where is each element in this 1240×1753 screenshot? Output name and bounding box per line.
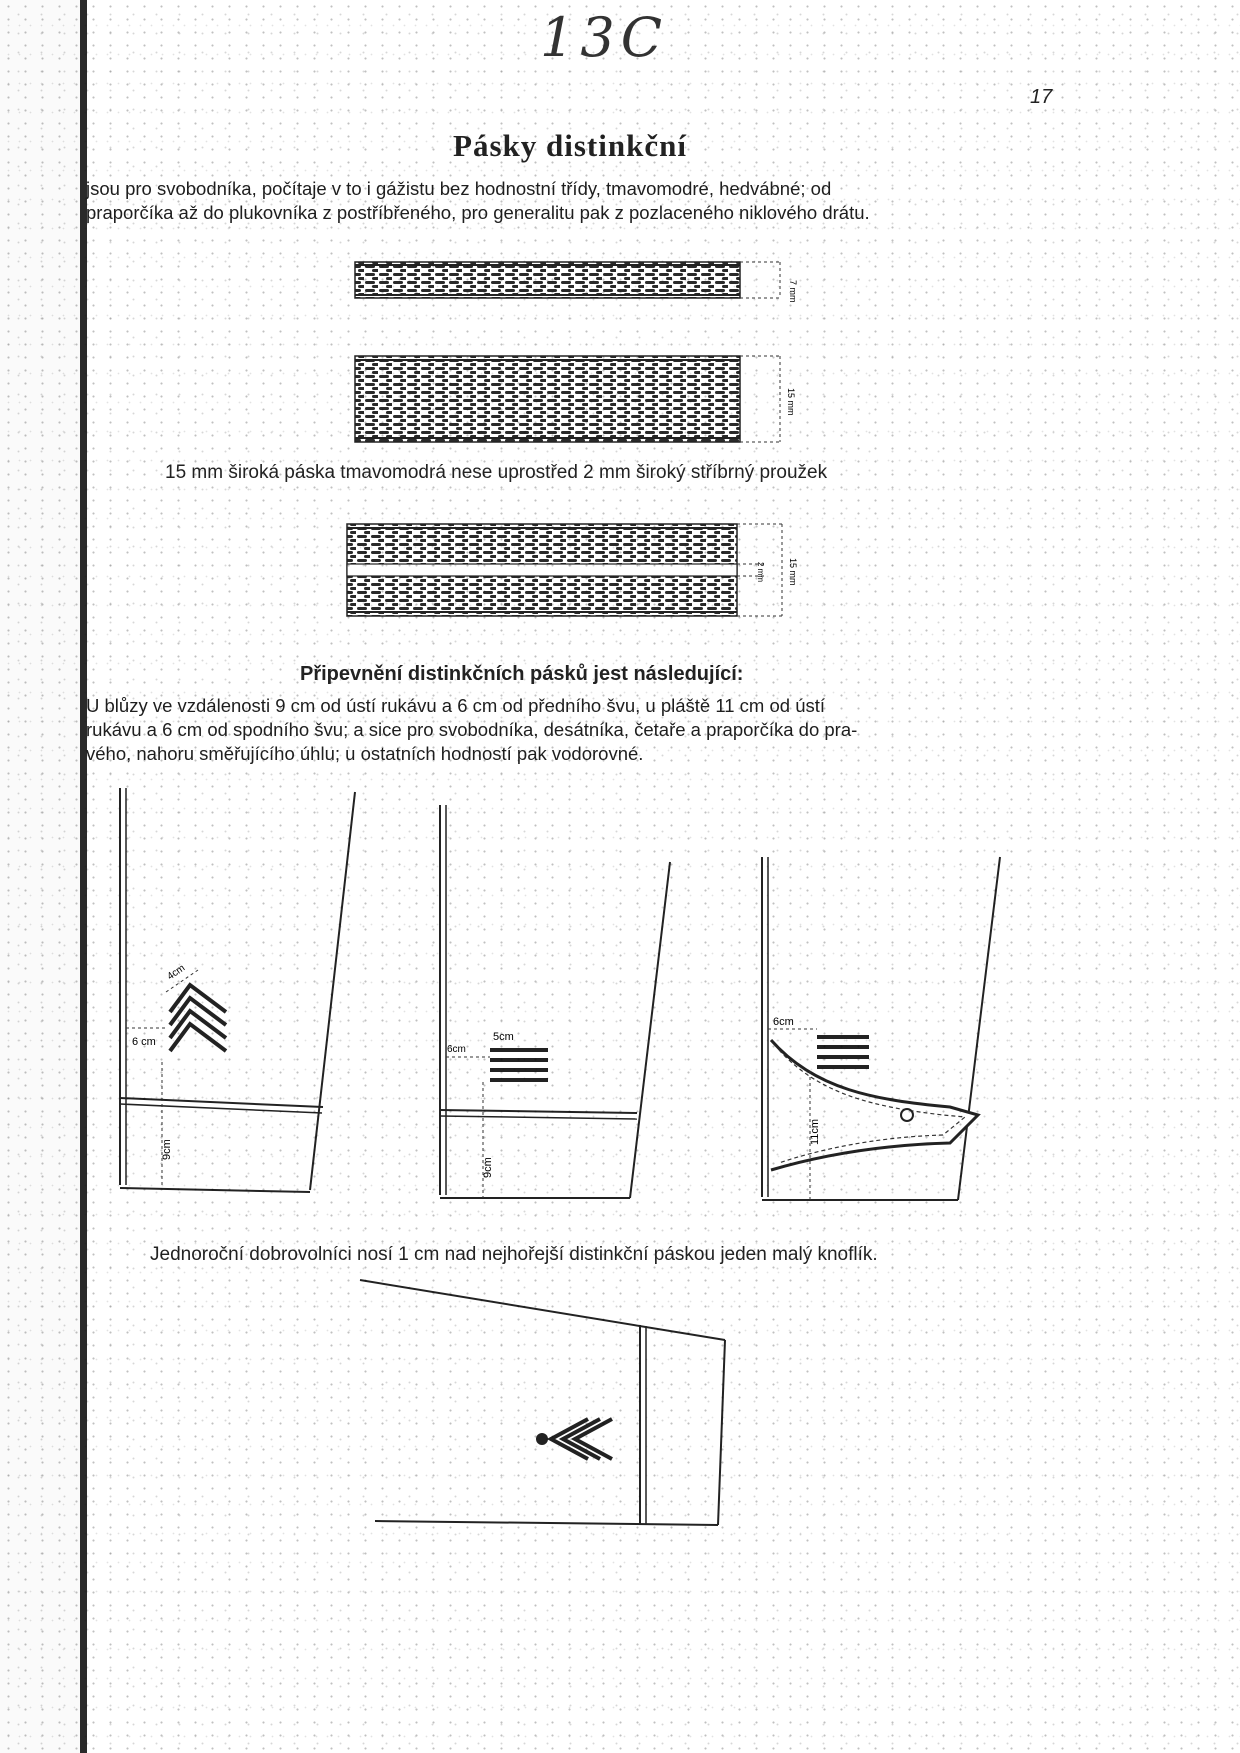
page-number: 17 — [1030, 86, 1053, 108]
d1-side-label: 6 cm — [132, 1036, 156, 1048]
button-icon — [536, 1433, 548, 1445]
intro-line-2: praporčíka až do plukovníka z postříbřeného, pro generalitu pak z pozlaceného niklového drátu. — [86, 202, 870, 223]
rank-bars-icon — [490, 1048, 548, 1082]
page-margin — [0, 0, 81, 1753]
attachment-heading: Připevnění distinkčních pásků jest následující: — [300, 663, 744, 685]
volunteers-caption: Jednoroční dobrovolníci nosí 1 cm nad nejhořejší distinkční páskou jeden malý knoflík. — [150, 1244, 878, 1265]
binding-edge — [80, 0, 87, 1753]
handwritten-mark: 13C — [540, 6, 669, 69]
dim-15mm-b: 15 mm — [788, 558, 798, 586]
d1-top-label: 4cm — [165, 962, 188, 983]
attachment-line-3: vého, nahoru směřujícího úhlu; u ostatních hodností pak vodorovné. — [86, 743, 644, 764]
diagram-blouse-bars — [425, 780, 685, 1200]
d2-top-label: 5cm — [493, 1031, 514, 1043]
diagram-coat-cuff — [745, 845, 1015, 1205]
attachment-line-2: rukávu a 6 cm od spodního švu; a sice pro svobodníka, desátníka, četaře a praporčíka do pra- — [86, 719, 858, 740]
swatch-narrow-band — [350, 256, 800, 310]
chevron-icon — [170, 985, 226, 1051]
attachment-line-1: U blůzy ve vzdálenosti 9 cm od ústí rukávu a 6 cm od předního švu, u pláště 11 cm od ústí — [86, 695, 826, 716]
d2-side-label: 6cm — [447, 1044, 466, 1055]
diagram-volunteer-sleeve — [350, 1275, 740, 1535]
d3-bottom-label: 11cm — [809, 1118, 821, 1145]
page-title: Pásky distinkční — [453, 128, 687, 163]
dim-7mm: 7 mm — [788, 280, 798, 303]
d2-bottom-label: 9cm — [482, 1157, 494, 1178]
swatch-wide-band — [350, 350, 800, 450]
d1-bottom-label: 9cm — [161, 1139, 173, 1160]
button-icon — [901, 1109, 913, 1121]
rank-bars-icon-coat — [817, 1035, 869, 1069]
diagram-blouse-chevron — [100, 780, 360, 1200]
swatch-caption: 15 mm široká páska tmavomodrá nese uprostřed 2 mm široký stříbrný proužek — [165, 462, 828, 483]
d3-top-label: 6cm — [773, 1016, 794, 1028]
dim-15mm-a: 15 mm — [786, 388, 796, 416]
swatch-striped-band — [342, 518, 798, 628]
chevron-icon — [551, 1419, 612, 1459]
dim-2mm: 2 mm — [756, 562, 765, 582]
intro-line-1: jsou pro svobodníka, počítaje v to i gážistu bez hodnostní třídy, tmavomodré, hedvábné; od — [86, 178, 832, 199]
